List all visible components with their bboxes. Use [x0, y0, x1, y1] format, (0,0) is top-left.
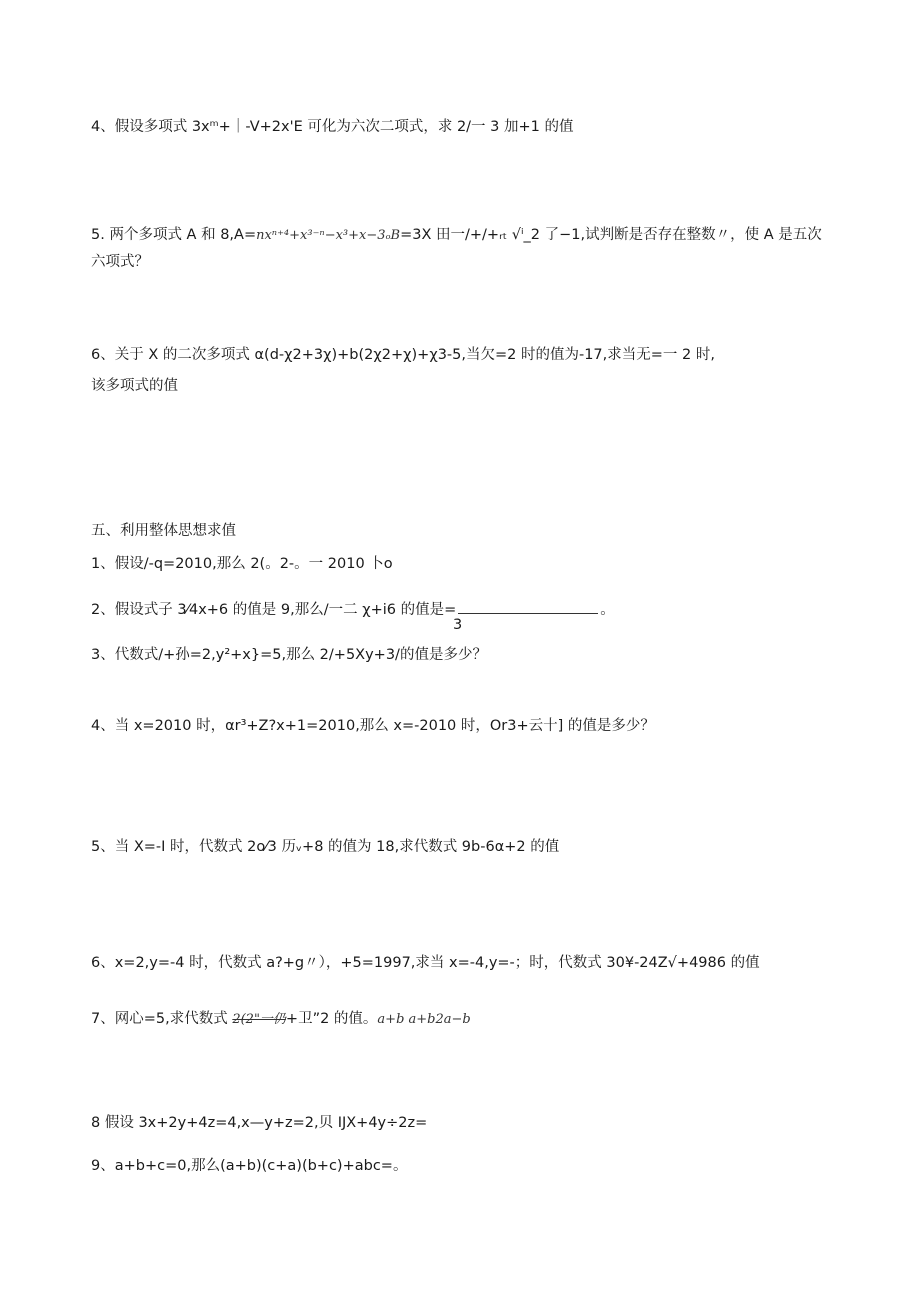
question-2-end: 。	[600, 602, 615, 618]
section5-question-4: 4、当 x=2010 时，αr³+Z?x+1=2010,那么 x=-2010 时，Or3+云十] 的值是多少？	[91, 718, 655, 734]
section-heading: 五、利用整体思想求值	[91, 523, 236, 539]
section5-question-5: 5、当 X=-I 时，代数式 2o⁄3 历ᵥ+8 的值为 18,求代数式 9b-6α+2 的值	[91, 839, 560, 855]
section5-question-9: 9、a+b+c=0,那么(a+b)(c+a)(b+c)+abc=。	[91, 1158, 408, 1174]
section5-question-1: 1、假设/-q=2010,那么 2(。2-。一 2010 卜o	[91, 556, 393, 572]
question-5-text-a: 5. 两个多项式 A 和 8,A=	[91, 227, 257, 243]
section5-question-6: 6、x=2,y=-4 时，代数式 a?+g〃），+5=1997,求当 x=-4,y=-；时，代数式 30¥-24Z√+4986 的值	[91, 955, 760, 971]
question-5-formula: nxⁿ⁺⁴+x³⁻ⁿ−x³+x−3ₒB	[256, 228, 401, 243]
question-7-text-a: 7、网心=5,求代数式	[91, 1011, 233, 1027]
section5-question-2	[91, 599, 615, 620]
question-6-line-1: 6、关于 X 的二次多项式 α(d-χ2+3χ)+b(2χ2+χ)+χ3-5,当欠=2 时的值为-17,求当无=一 2 时,	[91, 347, 715, 363]
question-5-text-b: =3X 田一/+/+ᵣₜ √ⁱ_2 了−1,试判断是否存在整数〃，使 A 是五次	[400, 227, 822, 243]
question-4-polynomial: 4、假设多项式 3xᵐ+｜-V+2x'E 可化为六次二项式，求 2/一 3 加+1 的值	[91, 119, 574, 135]
question-6-line-2: 该多项式的值	[91, 378, 178, 394]
question-5-line-1	[91, 225, 822, 246]
answer-blank	[458, 599, 598, 614]
question-5-line-2: 六项式？	[91, 254, 149, 270]
section5-question-8: 8 假设 3x+2y+4z=4,x—y+z=2,贝 IJX+4y÷2z=	[91, 1115, 428, 1131]
section5-question-7	[91, 1009, 471, 1030]
question-7-text-b: +卫”2 的值。	[285, 1011, 378, 1027]
question-2-text: 2、假设式子 3⁄4x+6 的值是 9,那么/一二 χ+i6 的值是=	[91, 602, 457, 618]
fraction-denominator: 3	[453, 617, 463, 633]
question-7-struck-formula: 2(2"一仍	[232, 1012, 286, 1027]
question-7-formula-tail: a+b a+b2a−b	[377, 1012, 471, 1027]
section5-question-3: 3、代数式/+孙=2,y²+x}=5,那么 2/+5Xy+3/的值是多少？	[91, 647, 487, 663]
